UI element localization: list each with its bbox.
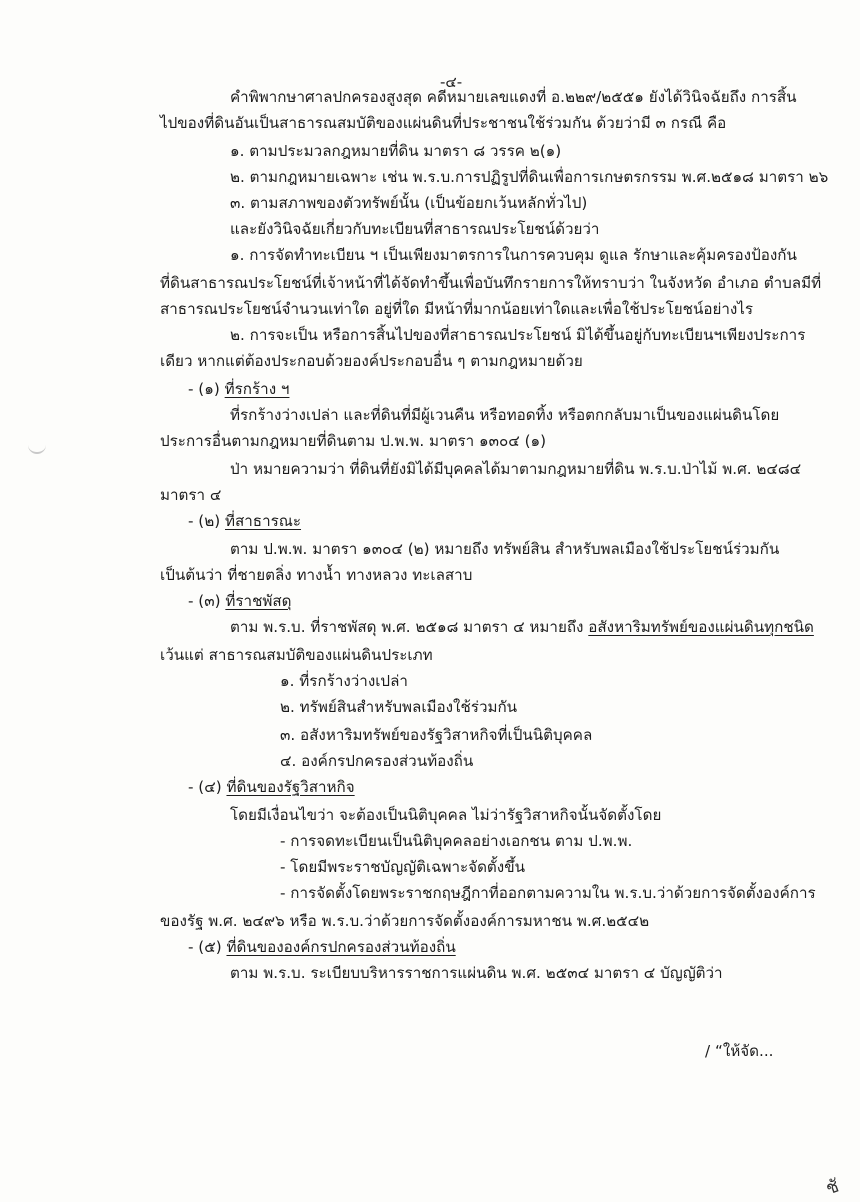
para-line: เว้นแต่ สาธารณสมบัติของแผ่นดินประเภท — [160, 646, 433, 664]
section-prefix: - (๑) — [188, 380, 225, 398]
list-item: - โดยมีพระราชบัญญัติเฉพาะจัดตั้งขึ้น — [280, 858, 525, 876]
section-title: ที่รกร้าง ฯ — [224, 380, 290, 398]
para-text: ตาม พ.ร.บ. ที่ราชพัสดุ พ.ศ. ๒๕๑๘ มาตรา ๔ หมายถึง — [230, 618, 589, 636]
para-line: และยังวินิจฉัยเกี่ยวกับทะเบียนที่สาธารณประโยชน์ด้วยว่า — [230, 220, 600, 238]
para-line: ตาม พ.ร.บ. ระเบียบบริหารราชการแผ่นดิน พ.ศ. ๒๕๓๔ มาตรา ๔ บัญญัติว่า — [230, 964, 723, 982]
list-item: ๑. ตามประมวลกฎหมายที่ดิน มาตรา ๘ วรรค ๒(๑) — [230, 142, 562, 160]
para-line: เป็นต้นว่า ที่ชายตลิ่ง ทางน้ำ ทางหลวง ทะเลสาบ — [160, 566, 473, 584]
list-item: ๓. ตามสภาพของตัวทรัพย์นั้น (เป็นข้อยกเว้นหลักทั่วไป) — [230, 194, 588, 212]
list-item: - การจัดตั้งโดยพระราชกฤษฎีกาที่ออกตามความใน พ.ร.บ.ว่าด้วยการจัดตั้งองค์การ — [280, 884, 816, 902]
list-item: ๓. อสังหาริมทรัพย์ของรัฐวิสาหกิจที่เป็นนิติบุคคล — [280, 726, 593, 744]
para-line — [230, 616, 814, 638]
para-line: ตาม ป.พ.พ. มาตรา ๑๓๐๔ (๒) หมายถึง ทรัพย์สิน สำหรับพลเมืองใช้ประโยชน์ร่วมกัน — [230, 540, 780, 558]
list-item: ๔. องค์กรปกครองส่วนท้องถิ่น — [280, 752, 474, 770]
list-item: ๑. ที่รกร้างว่างเปล่า — [280, 672, 408, 690]
section-title: ที่สาธารณะ — [225, 512, 302, 530]
continuation-note: / “ให้จัด... — [705, 1042, 774, 1060]
para-line: ประการอื่นตามกฎหมายที่ดินตาม ป.พ.พ. มาตรา ๑๓๐๔ (๑) — [160, 432, 547, 450]
initials-mark: ชั — [823, 1175, 842, 1200]
section-title: ที่ดินของรัฐวิสาหกิจ — [226, 778, 355, 796]
section-prefix: - (๕) — [188, 938, 227, 956]
section-prefix: - (๔) — [188, 778, 227, 796]
section-heading — [188, 936, 456, 958]
para-line: สาธารณประโยชน์จำนวนเท่าใด อยู่ที่ใด มีหน้าที่มากน้อยเท่าใดและเพื่อใช้ประโยชน์อย่างไร — [160, 300, 754, 318]
section-heading — [188, 776, 355, 798]
para-line: ของรัฐ พ.ศ. ๒๔๙๖ หรือ พ.ร.บ.ว่าด้วยการจัดตั้งองค์การมหาชน พ.ศ.๒๕๔๒ — [160, 912, 650, 930]
section-prefix: - (๒) — [188, 512, 225, 530]
section-heading — [188, 378, 289, 400]
page-number: -๔- — [440, 73, 463, 91]
section-prefix: - (๓) — [188, 592, 226, 610]
underlined-phrase: อสังหาริมทรัพย์ของแผ่นดินทุกชนิด — [588, 618, 814, 636]
para-line: ไปของที่ดินอันเป็นสาธารณสมบัติของแผ่นดินที่ประชาชนใช้ร่วมกัน ด้วยว่ามี ๓ กรณี คือ — [160, 114, 727, 132]
list-item: ๒. ตามกฎหมายเฉพาะ เช่น พ.ร.บ.การปฏิรูปที่ดินเพื่อการเกษตรกรรม พ.ศ.๒๕๑๘ มาตรา ๒๖ — [230, 168, 829, 186]
section-title: ที่ราชพัสดุ — [225, 592, 292, 610]
para-line: ที่รกร้างว่างเปล่า และที่ดินที่มีผู้เวนคืน หรือทอดทิ้ง หรือตกกลับมาเป็นของแผ่นดินโดย — [230, 406, 780, 424]
list-item: - การจดทะเบียนเป็นนิติบุคคลอย่างเอกชน ตาม ป.พ.พ. — [280, 832, 633, 850]
para-line: โดยมีเงื่อนไขว่า จะต้องเป็นนิติบุคคล ไม่ว่ารัฐวิสาหกิจนั้นจัดตั้งโดย — [230, 806, 662, 824]
para-line: มาตรา ๔ — [160, 486, 222, 504]
section-heading — [188, 510, 301, 532]
list-item: ๒. ทรัพย์สินสำหรับพลเมืองใช้ร่วมกัน — [280, 698, 518, 716]
para-line: คำพิพากษาศาลปกครองสูงสุด คดีหมายเลขแดงที่ อ.๒๒๙/๒๕๕๑ ยังได้วินิจฉัยถึง การสิ้น — [230, 88, 797, 106]
scan-shadow — [28, 440, 46, 454]
section-heading — [188, 590, 292, 612]
para-line: ๒. การจะเป็น หรือการสิ้นไปของที่สาธารณประโยชน์ มิได้ขึ้นอยู่กับทะเบียนฯเพียงประการ — [230, 326, 806, 344]
para-line: ๑. การจัดทำทะเบียน ฯ เป็นเพียงมาตรการในการควบคุม ดูแล รักษาและคุ้มครองป้องกัน — [230, 246, 797, 264]
para-line: เดียว หากแต่ต้องประกอบด้วยองค์ประกอบอื่น ๆ ตามกฎหมายด้วย — [160, 352, 583, 370]
para-line: ที่ดินสาธารณประโยชน์ที่เจ้าหน้าที่ได้จัดทำขึ้นเพื่อบันทึกรายการให้ทราบว่า ในจังหวัด อำเภอ ตำบลมีที่ — [160, 274, 822, 292]
para-line: ป่า หมายความว่า ที่ดินที่ยังมิได้มีบุคคลได้มาตามกฎหมายที่ดิน พ.ร.บ.ป่าไม้ พ.ศ. ๒๔๘๔ — [230, 460, 802, 478]
section-title: ที่ดินขององค์กรปกครองส่วนท้องถิ่น — [226, 938, 456, 956]
